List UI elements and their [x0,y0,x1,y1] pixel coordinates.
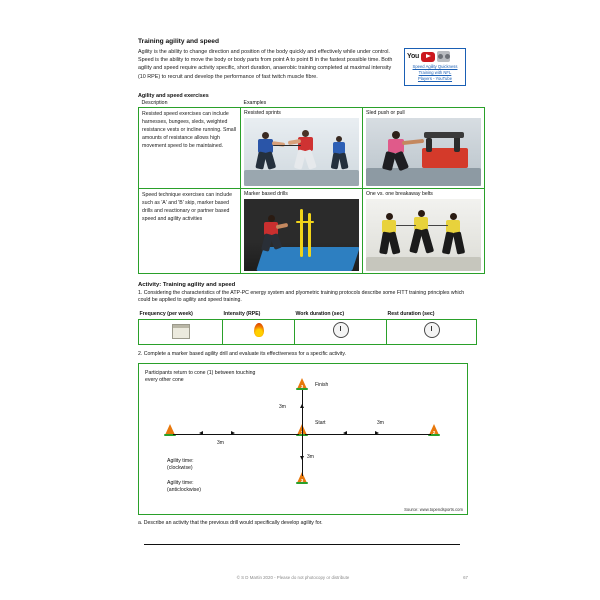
youtube-link-line-2[interactable]: Training with NFL [418,70,452,76]
row1-example-b-caption: Sled push or pull [366,109,405,116]
drill-line-left [173,434,299,435]
distance-bottom: 3m [307,453,314,460]
exercises-header-row [139,100,485,108]
photo-marker-drills [244,199,359,271]
photo-breakaway-belts [366,199,481,271]
row2-example-a-caption: Marker based drills [244,190,288,197]
header-examples-spacer [363,100,485,108]
youtube-link-line-3[interactable]: Players - YouTube [417,76,453,82]
row2-example-b-caption: One vs. one breakaway belts [366,190,433,197]
finish-label: Finish [315,381,329,388]
distance-left: 3m [217,439,224,446]
youtube-play-icon [421,52,435,62]
distance-right: 3m [377,419,384,426]
arrow-left-lower [199,431,203,435]
row1-description-cell [139,107,241,188]
activity-question-3: a. Describe an activity that the previous drill would specifically develop agility for. [138,519,323,526]
photo-sled-push [366,118,481,186]
cone-label-bottom: 3 [300,477,304,483]
exercises-section-label: Agility and speed exercises [138,92,209,99]
row2-example-b-cell [363,188,485,273]
footer-copyright: © S D Martin 2020 - Please do not photocopy or distribute [236,575,350,580]
drill-line-up [302,390,303,434]
fitt-cell-work[interactable] [295,320,387,345]
row1-example-a-caption: Resisted sprints [244,109,281,116]
youtube-logo [407,51,463,62]
footer-page-number: 67 [463,575,468,580]
intro-paragraph: Agility is the ability to change direction and position of the body quickly and effectively while under control. Speed is the ability to move the body or body parts from point A to point B in the fastest possible time. Both agility and speed require activity specific, short duration, anaerobic training completed at maximal intensity (10 RPE) to recruit and develop the performance of fast twitch muscle fibre. [138,49,393,80]
row2-description: Speed technique exercises can include such as 'A' and 'B' skip, marker based drills and reactionary or partner based speed and agility activities [142,191,232,222]
intro-row [138,48,468,85]
page-footer [138,575,468,580]
calendar-icon [172,324,190,339]
film-reel-icon [437,51,450,62]
row1-example-b-cell [363,107,485,188]
agility-time-anticlockwise-label: Agility time: [167,479,194,486]
drill-line-down [302,434,303,476]
arrow-right-upper [375,431,379,435]
fitt-header-work: Work duration (sec) [295,311,345,318]
table-row [139,107,485,188]
youtube-wordmark: You [407,53,420,61]
fitt-header-row [139,309,477,320]
drill-line-right [305,434,431,435]
row1-description: Resisted speed exercises can include harnesses, bungees, sleds, weighted resistance vests or incline running. Small amounts of resistance allows high movement speed to be maintained. [142,110,236,149]
header-examples: Examples [243,99,267,106]
drill-note: Participants return to cone (1) between touching every other cone [145,369,256,384]
activity-title: Activity: Training agility and speed [138,281,236,288]
drill-source: Source: www.topendsports.com [404,506,463,512]
arrow-right-lower [231,431,235,435]
fitt-header-frequency: Frequency (per week) [139,311,193,318]
agility-time-anticlockwise-sub: (anticlockwise) [167,486,202,493]
intro-text-block [138,48,396,80]
arrow-down [300,456,304,460]
fitt-cell-frequency[interactable] [139,320,223,345]
fitt-header-intensity: Intensity (RPE) [223,311,261,318]
youtube-link-box[interactable] [404,48,466,85]
table-row [139,188,485,273]
fitt-cell-intensity[interactable] [223,320,295,345]
agility-time-clockwise-label: Agility time: [167,457,194,464]
agility-time-clockwise-sub: (clockwise) [167,464,193,471]
row2-example-a-cell [241,188,363,273]
fitt-cell-rest[interactable] [387,320,477,345]
stopwatch-icon [424,322,440,338]
arrow-left-upper [343,431,347,435]
distance-top: 3m [279,403,286,410]
row1-example-a-cell [241,107,363,188]
flame-icon [254,323,264,337]
page-title: Training agility and speed [138,38,219,45]
cone-label-top: 3 [300,383,304,389]
photo-resisted-sprints [244,118,359,186]
exercises-table [138,100,485,274]
fitt-header-rest: Rest duration (sec) [387,311,435,318]
fitt-input-row [139,320,477,345]
activity-question-2: 2. Complete a marker based agility drill and evaluate its effectiveness for a specific activity. [138,351,346,358]
header-description: Description [141,99,168,106]
stopwatch-icon [333,322,349,338]
fitt-table [138,309,477,345]
drill-diagram [138,363,468,515]
row2-description-cell [139,188,241,273]
answer-line[interactable] [144,544,460,545]
youtube-link-line-1[interactable]: Speed Agility Quickness [412,64,458,70]
arrow-up [300,404,304,408]
page-content [138,38,468,545]
cone-label-2: 2 [432,429,436,435]
start-label: Start [315,419,326,426]
activity-question-1: 1. Considering the characteristics of the ATP-PC energy system and plyometric training protocols describe some FITT training principles which could be applied to agility and speed training. [138,289,465,304]
